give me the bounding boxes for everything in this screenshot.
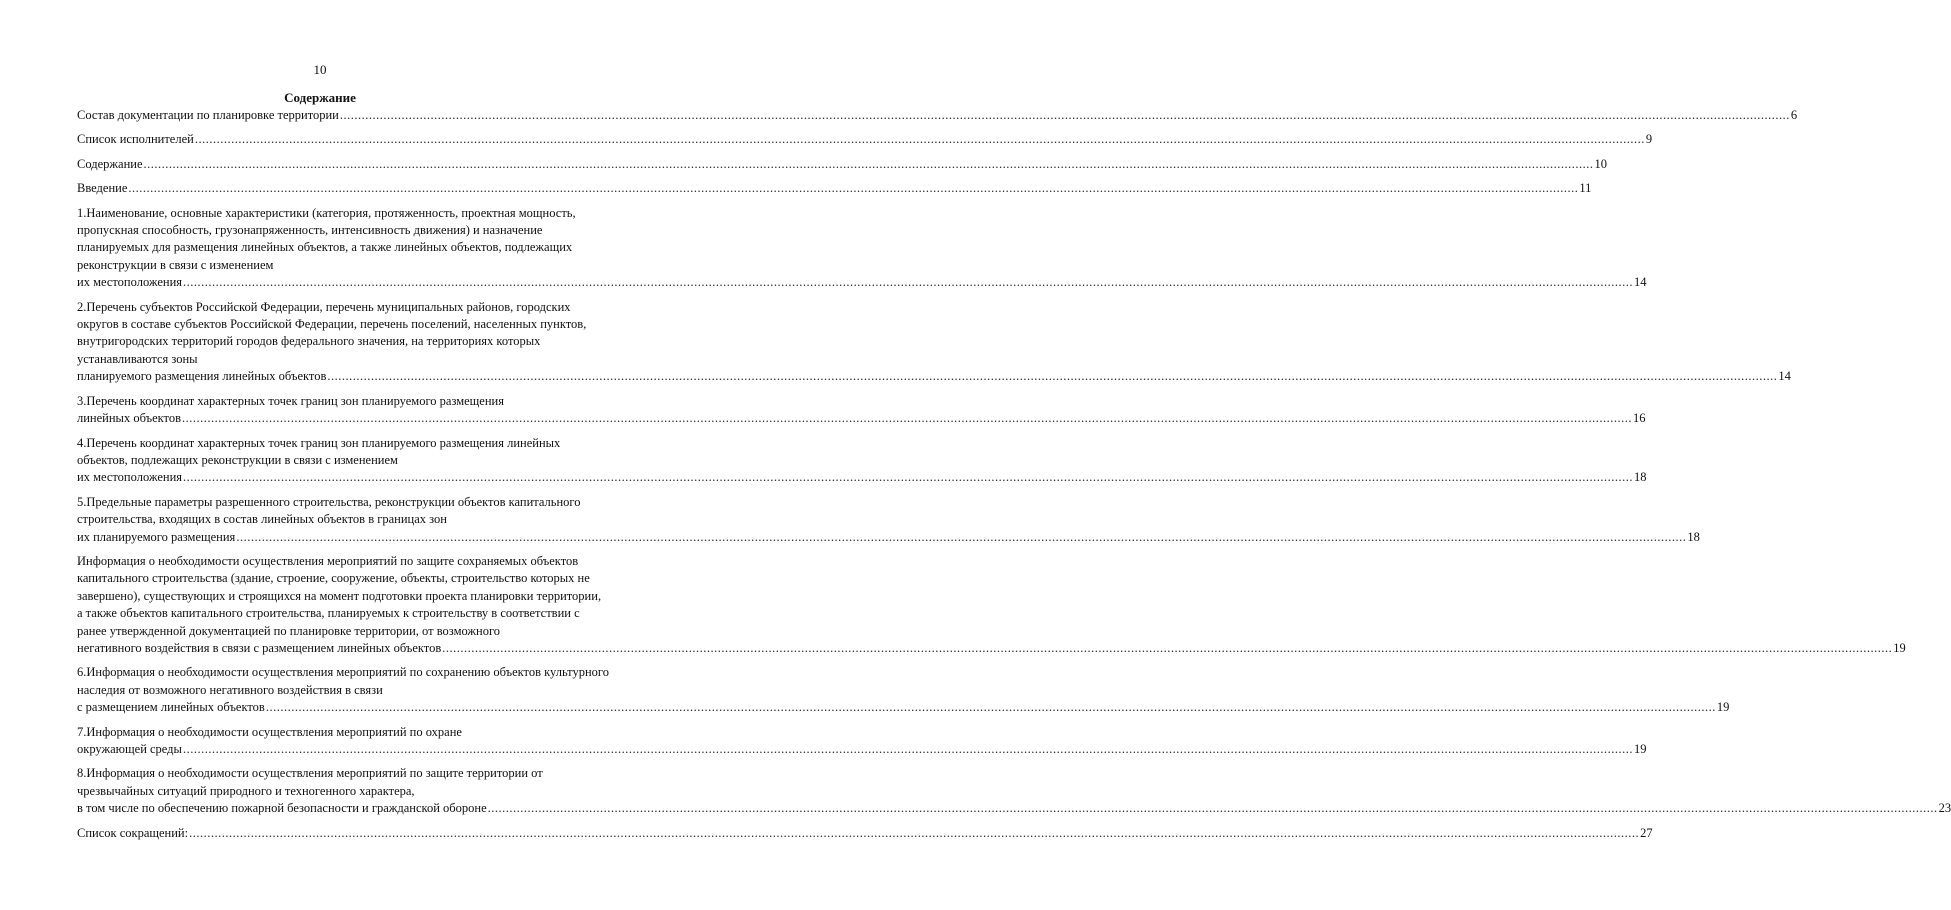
toc-page-number: 10 bbox=[1594, 156, 1607, 171]
toc-page-number: 14 bbox=[1634, 275, 1647, 290]
toc-dot-leader: ................................................................................................................................................................................................................................................................................................................................................................................................................ bbox=[236, 529, 1687, 544]
toc-entry-title: их планируемого размещения bbox=[77, 529, 236, 544]
toc-entry-line bbox=[77, 410, 1646, 427]
toc-entry-line bbox=[77, 368, 1791, 385]
toc-dot-leader: ................................................................................................................................................................................................................................................................................................................................................................................................................ bbox=[182, 411, 1632, 426]
toc-page-number: 27 bbox=[1640, 825, 1653, 840]
toc-entry-title: Список исполнителей bbox=[77, 132, 194, 147]
toc-page-number: 19 bbox=[1716, 700, 1730, 715]
toc-dot-leader: ................................................................................................................................................................................................................................................................................................................................................................................................................ bbox=[183, 470, 1634, 485]
toc-entry[interactable] bbox=[77, 435, 1647, 487]
toc-entry-title: с размещением линейных объектов bbox=[77, 700, 265, 715]
toc-entry-text: 5.Предельные параметры разрешенного строительства, реконструкции объектов капитального строительства, входящих в состав линейных объектов в границах зон bbox=[77, 494, 581, 527]
toc-entry-line bbox=[77, 699, 1730, 716]
toc-dot-leader: ................................................................................................................................................................................................................................................................................................................................................................................................................ bbox=[265, 700, 1716, 715]
toc-entry-title: Состав документации по планировке территории bbox=[77, 108, 339, 122]
toc-entry[interactable] bbox=[77, 494, 1700, 546]
toc-dot-leader: ................................................................................................................................................................................................................................................................................................................................................................................................................ bbox=[182, 742, 1633, 756]
toc-entry-line bbox=[77, 640, 1906, 657]
toc-entry-line bbox=[77, 825, 1653, 842]
toc-entry-text: 2.Перечень субъектов Российской Федерации, перечень муниципальных районов, городских округов в составе субъектов Российской Федерации, перечень поселений, населенных пунктов, внутригородских территорий городов федерального значения, на территориях которых устанавливаются зоны bbox=[77, 299, 587, 366]
toc-entry-title: планируемого размещения линейных объектов bbox=[77, 369, 327, 384]
toc-page-number: 19 bbox=[1633, 742, 1647, 756]
page-number: 10 bbox=[313, 62, 327, 77]
toc-entry-title: линейных объектов bbox=[77, 411, 181, 426]
toc-entry[interactable] bbox=[77, 107, 1798, 124]
toc-dot-leader: ................................................................................................................................................................................................................................................................................................................................................................................................................ bbox=[194, 132, 1645, 147]
toc-entry-line bbox=[77, 529, 1700, 546]
toc-entry-line bbox=[77, 180, 1592, 197]
toc-page-number: 19 bbox=[1893, 640, 1906, 655]
toc-entry-text: 6.Информация о необходимости осуществления мероприятий по сохранению объектов культурного наследия от возможного негативного воздействия в связи bbox=[77, 665, 609, 697]
toc-page-number: 16 bbox=[1633, 411, 1646, 426]
toc-page-number: 6 bbox=[1790, 108, 1798, 122]
toc-entry-title: негативного воздействия в связи с размещением линейных объектов bbox=[77, 640, 442, 655]
toc-entry[interactable] bbox=[77, 664, 1730, 716]
toc-entry[interactable] bbox=[77, 765, 1951, 817]
toc-entry-title: в том числе по обеспечению пожарной безопасности и гражданской обороне bbox=[77, 801, 487, 816]
toc-dot-leader: ................................................................................................................................................................................................................................................................................................................................................................................................................ bbox=[183, 275, 1634, 290]
toc-entry-title: их местоположения bbox=[77, 470, 183, 485]
toc-entry-title: Список сокращений: bbox=[77, 825, 189, 840]
toc-entry-line bbox=[77, 274, 1647, 291]
toc-dot-leader: ................................................................................................................................................................................................................................................................................................................................................................................................................ bbox=[442, 640, 1893, 655]
toc-entry[interactable] bbox=[77, 205, 1647, 292]
toc-entry-title: Введение bbox=[77, 181, 128, 196]
toc-page-number: 11 bbox=[1579, 181, 1592, 196]
toc-entry-title: окружающей среды bbox=[77, 742, 182, 756]
toc-dot-leader: ................................................................................................................................................................................................................................................................................................................................................................................................................ bbox=[327, 369, 1778, 384]
toc-page-number: 23 bbox=[1938, 801, 1951, 816]
toc-entry-title: Содержание bbox=[77, 156, 143, 171]
toc-list bbox=[77, 107, 1951, 849]
toc-page-number: 18 bbox=[1634, 470, 1647, 485]
toc-page-number: 18 bbox=[1687, 529, 1700, 544]
toc-title: Содержание bbox=[284, 90, 356, 105]
toc-entry[interactable] bbox=[77, 393, 1646, 428]
toc-entry-line bbox=[77, 156, 1607, 173]
toc-entry-text: 8.Информация о необходимости осуществления мероприятий по защите территории от чрезвычайных ситуаций природного и техногенного характера, bbox=[77, 766, 543, 798]
toc-entry[interactable] bbox=[77, 180, 1592, 197]
toc-entry[interactable] bbox=[77, 156, 1607, 173]
toc-entry-line bbox=[77, 469, 1647, 486]
toc-dot-leader: ................................................................................................................................................................................................................................................................................................................................................................................................................ bbox=[189, 825, 1640, 840]
toc-entry[interactable] bbox=[77, 131, 1653, 148]
toc-entry[interactable] bbox=[77, 299, 1791, 386]
toc-page-number: 9 bbox=[1645, 132, 1653, 147]
toc-entry-line bbox=[77, 800, 1951, 817]
toc-dot-leader: ................................................................................................................................................................................................................................................................................................................................................................................................................ bbox=[339, 108, 1790, 122]
toc-dot-leader: ................................................................................................................................................................................................................................................................................................................................................................................................................ bbox=[128, 181, 1579, 196]
toc-entry-line bbox=[77, 741, 1647, 758]
toc-page-number: 14 bbox=[1778, 369, 1791, 384]
toc-entry-text: 3.Перечень координат характерных точек границ зон планируемого размещения bbox=[77, 393, 504, 408]
toc-entry[interactable] bbox=[77, 553, 1906, 657]
toc-dot-leader: ................................................................................................................................................................................................................................................................................................................................................................................................................ bbox=[143, 156, 1594, 171]
toc-entry-text: 7.Информация о необходимости осуществления мероприятий по охране bbox=[77, 724, 462, 739]
toc-entry-line bbox=[77, 131, 1653, 148]
toc-entry-text: 4.Перечень координат характерных точек границ зон планируемого размещения линейных объектов, подлежащих реконструкции в связи с изменением bbox=[77, 435, 561, 467]
toc-entry[interactable] bbox=[77, 825, 1653, 842]
toc-entry-line bbox=[77, 107, 1798, 124]
toc-entry-text: Информация о необходимости осуществления мероприятий по защите сохраняемых объектов капитального строительства (здание, строение, сооружение, объекты, строительство которых не завершено), существующих и строящихся на момент подготовки проекта планировки территории, а также объектов капитального строительства, планируемых к строительству в соответствии с ранее утвержденной документацией по планировке территории, от возможного bbox=[77, 553, 602, 638]
toc-entry[interactable] bbox=[77, 724, 1647, 759]
toc-entry-text: 1.Наименование, основные характеристики (категория, протяженность, проектная мощность, пропускная способность, грузонапряженность, интенсивность движения) и назначение планируемых для размещения линейных объектов, а также линейных объектов, подлежащих реконструкции в связи с изменением bbox=[77, 205, 576, 272]
toc-entry-title: их местоположения bbox=[77, 275, 183, 290]
toc-dot-leader: ................................................................................................................................................................................................................................................................................................................................................................................................................ bbox=[487, 801, 1938, 816]
